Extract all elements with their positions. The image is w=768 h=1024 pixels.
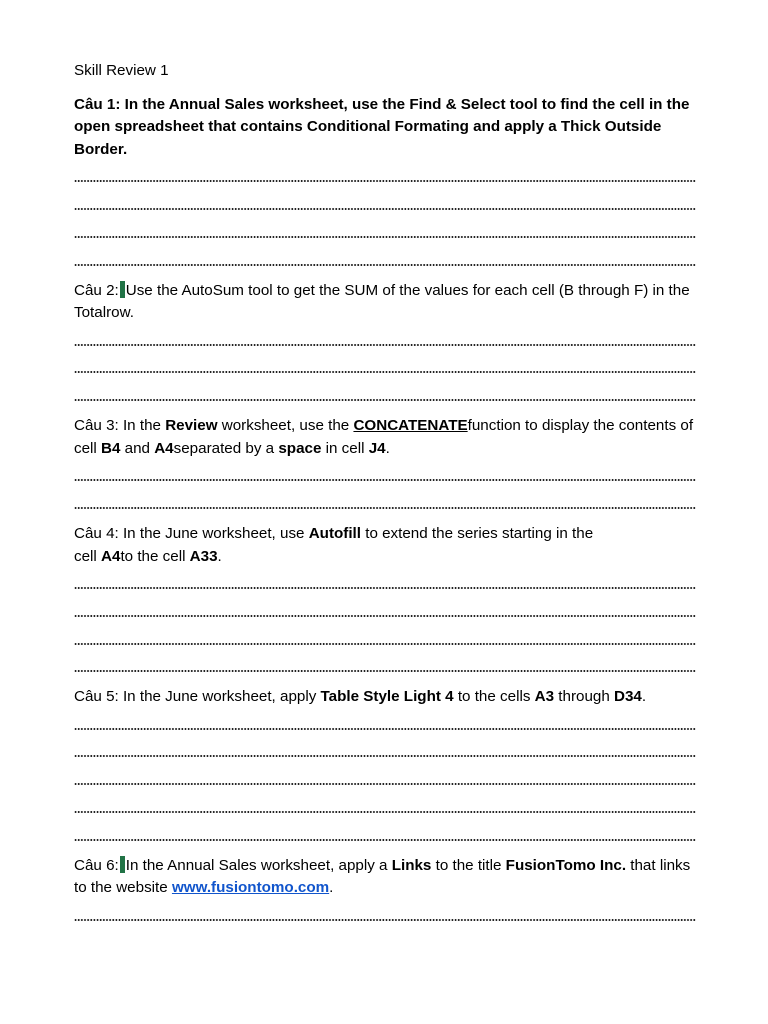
question-list xyxy=(74,94,696,930)
dotted-rule xyxy=(74,507,696,509)
question-text-run: . xyxy=(385,439,390,457)
question-text-run: through xyxy=(554,688,615,706)
question-text-run: Câu 6: xyxy=(74,856,119,874)
question-text-run: separated by a xyxy=(173,439,279,457)
question-block xyxy=(74,280,696,411)
dotted-rule xyxy=(74,344,696,346)
bold-text: Autofill xyxy=(308,524,361,542)
question-text-run: Use the AutoSum tool to get the SUM of the values for each cell (B through F) in the Totalrow. xyxy=(74,281,690,322)
answer-area xyxy=(74,327,696,410)
bold-text: Links xyxy=(391,856,432,874)
answer-dotted-line[interactable] xyxy=(74,355,696,383)
dotted-rule xyxy=(74,371,696,373)
question-text xyxy=(74,280,696,325)
question-text-run: In the Annual Sales worksheet, apply a xyxy=(125,856,392,874)
question-text-run: to the cell xyxy=(120,547,190,565)
answer-dotted-line[interactable] xyxy=(74,822,696,850)
answer-area xyxy=(74,163,696,274)
bold-text: B4 xyxy=(101,439,121,457)
answer-dotted-line[interactable] xyxy=(74,382,696,410)
dotted-rule xyxy=(74,811,696,813)
answer-dotted-line[interactable] xyxy=(74,219,696,247)
question-text-run: to extend the series starting in the xyxy=(361,524,594,542)
dotted-rule xyxy=(74,399,696,401)
question-text-run: Câu 5: In the June worksheet, apply xyxy=(74,688,321,706)
text-cursor-marker xyxy=(120,281,125,298)
bold-text: space xyxy=(278,439,322,457)
dotted-rule xyxy=(74,839,696,841)
answer-dotted-line[interactable] xyxy=(74,654,696,682)
dotted-rule xyxy=(74,643,696,645)
dotted-rule xyxy=(74,728,696,730)
question-block xyxy=(74,686,696,850)
question-text xyxy=(74,523,696,568)
bold-text: A4 xyxy=(154,439,174,457)
question-text-run: . xyxy=(217,547,222,565)
dotted-rule xyxy=(74,783,696,785)
question-text-run: cell xyxy=(74,547,102,565)
question-text-run: Câu 2: xyxy=(74,281,119,299)
bold-text: Câu 1: In the Annual Sales worksheet, use the Find & Select tool to find the cell in the open spreadsheet that contains Conditional Formating and apply a Thick Outside Border. xyxy=(74,95,690,158)
question-text-run: and xyxy=(120,439,155,457)
bold-text: D34 xyxy=(614,688,642,706)
answer-dotted-line[interactable] xyxy=(74,598,696,626)
question-text-run: to the title xyxy=(431,856,506,874)
answer-area xyxy=(74,902,696,930)
dotted-rule xyxy=(74,755,696,757)
question-text-run: . xyxy=(329,879,334,897)
dotted-rule xyxy=(74,587,696,589)
question-text-run: worksheet, use the xyxy=(217,417,354,435)
question-text xyxy=(74,855,696,900)
answer-dotted-line[interactable] xyxy=(74,247,696,275)
question-text-run: to the cells xyxy=(453,688,535,706)
text-cursor-marker xyxy=(120,856,125,873)
answer-area xyxy=(74,570,696,681)
dotted-rule xyxy=(74,208,696,210)
answer-dotted-line[interactable] xyxy=(74,902,696,930)
question-block xyxy=(74,855,696,930)
document-title: Skill Review 1 xyxy=(74,62,169,79)
question-text-run: Câu 4: In the June worksheet, use xyxy=(74,524,309,542)
dotted-rule xyxy=(74,670,696,672)
document-page xyxy=(74,60,696,930)
bold-text: Review xyxy=(165,417,218,435)
question-text-run: . xyxy=(641,688,647,706)
bold-text: Table Style Light 4 xyxy=(320,688,454,706)
answer-dotted-line[interactable] xyxy=(74,163,696,191)
question-text xyxy=(74,94,696,162)
question-block xyxy=(74,523,696,681)
question-block xyxy=(74,94,696,275)
answer-dotted-line[interactable] xyxy=(74,191,696,219)
question-text-run: function to display the contents of cell xyxy=(74,417,694,457)
bold-text: A3 xyxy=(534,688,555,706)
dotted-rule xyxy=(74,180,696,182)
question-text xyxy=(74,415,696,460)
answer-area xyxy=(74,462,696,518)
answer-dotted-line[interactable] xyxy=(74,490,696,518)
underlined-term: CONCATENATE xyxy=(353,417,468,435)
dotted-rule xyxy=(74,236,696,238)
answer-area xyxy=(74,711,696,850)
website-link[interactable]: www.fusiontomo.com xyxy=(171,879,330,897)
answer-dotted-line[interactable] xyxy=(74,327,696,355)
bold-text: A4 xyxy=(101,547,121,565)
dotted-rule xyxy=(74,264,696,266)
bold-text: J4 xyxy=(368,439,386,457)
bold-text: FusionTomo Inc. xyxy=(505,856,627,874)
answer-dotted-line[interactable] xyxy=(74,766,696,794)
answer-dotted-line[interactable] xyxy=(74,570,696,598)
answer-dotted-line[interactable] xyxy=(74,739,696,767)
answer-dotted-line[interactable] xyxy=(74,626,696,654)
question-text-run: Câu 3: In the xyxy=(74,417,166,435)
question-text-run: in cell xyxy=(321,439,369,457)
answer-dotted-line[interactable] xyxy=(74,462,696,490)
question-block xyxy=(74,415,696,518)
question-text xyxy=(74,686,696,709)
answer-dotted-line[interactable] xyxy=(74,711,696,739)
bold-text: A33 xyxy=(189,547,218,565)
dotted-rule xyxy=(74,615,696,617)
dotted-rule xyxy=(74,479,696,481)
dotted-rule xyxy=(74,919,696,921)
answer-dotted-line[interactable] xyxy=(74,794,696,822)
question-text-run: that links to the website xyxy=(74,856,691,897)
